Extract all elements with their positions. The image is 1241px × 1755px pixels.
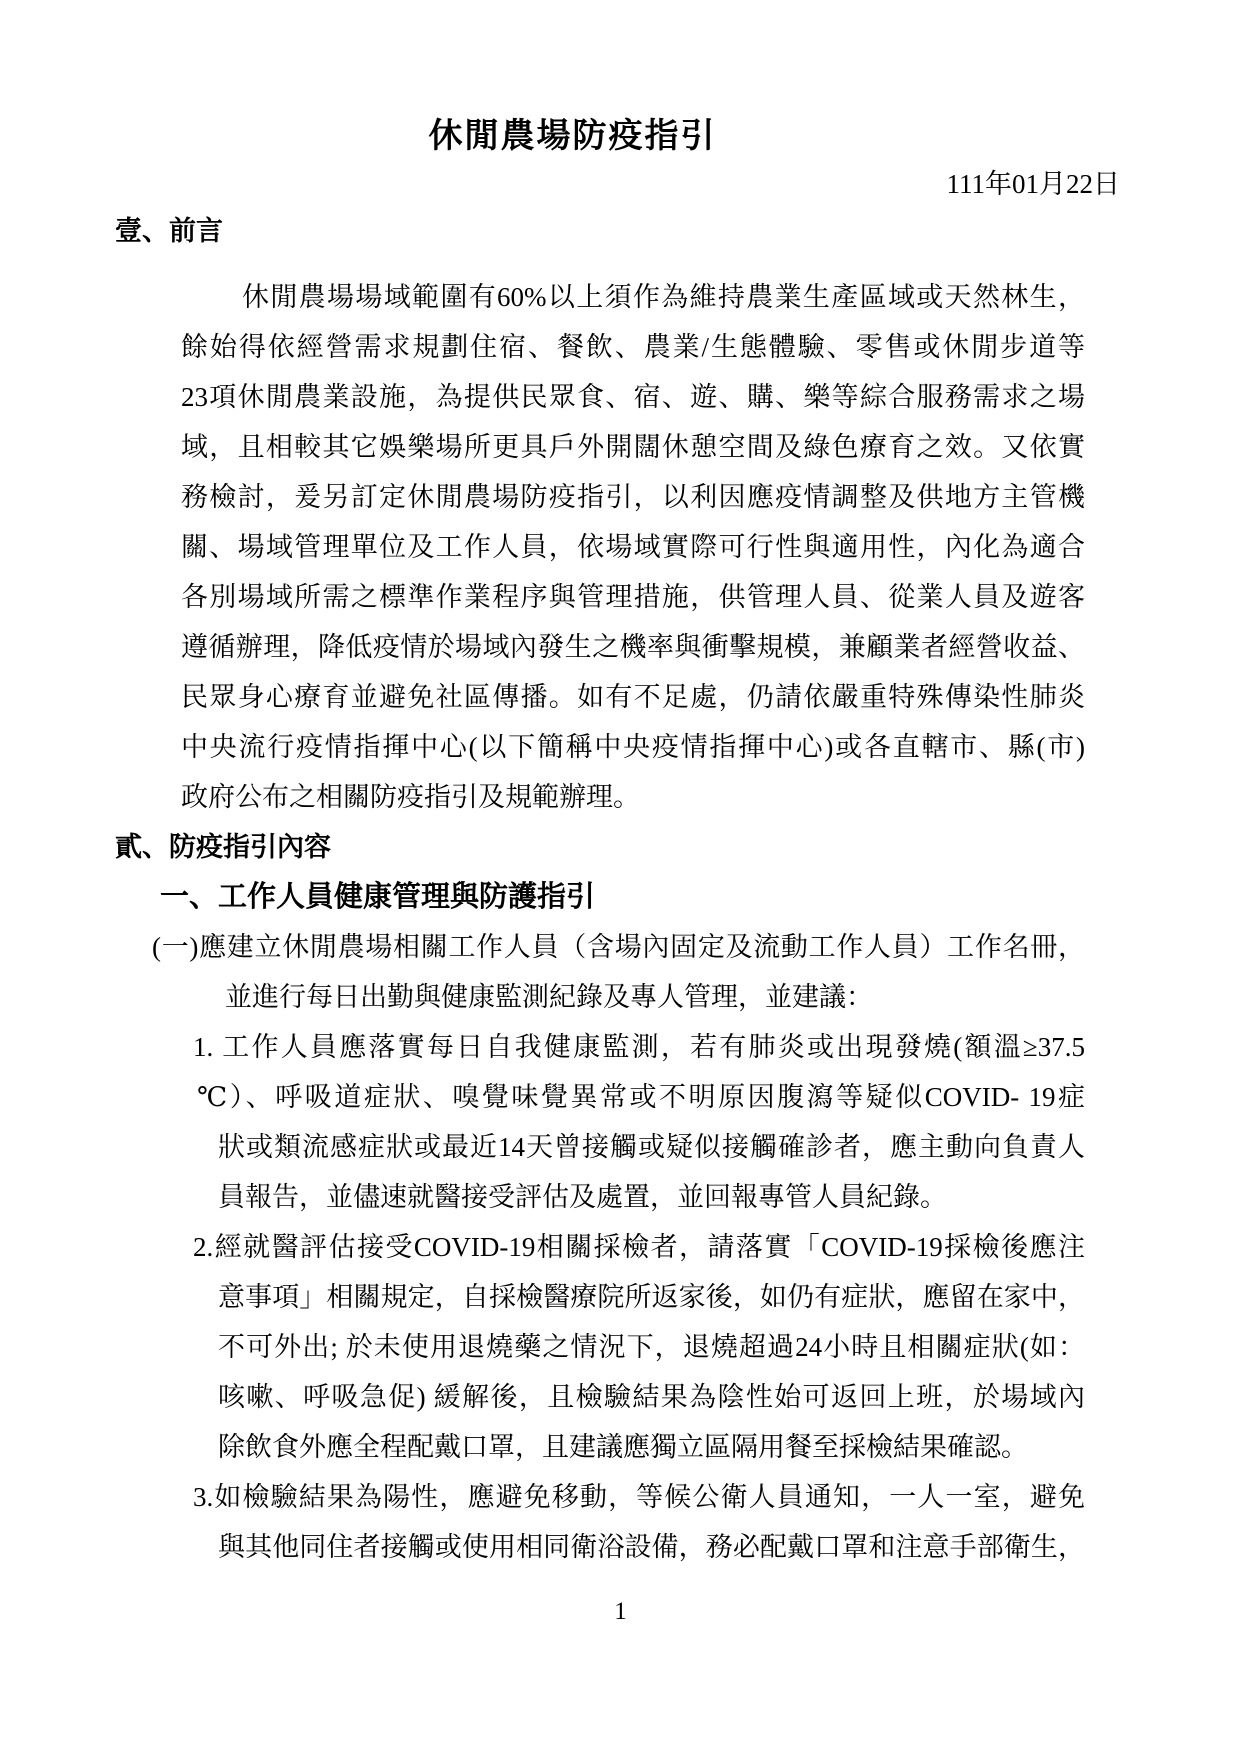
document-line-para-first: 休閒農場場域範圍有60%以上須作為維持農業生產區域或天然林生， xyxy=(242,282,1085,312)
document-line-num-cont: 與其他同住者接觸或使用相同衛浴設備，務必配戴口罩和注意手部衛生， xyxy=(218,1532,1085,1562)
document-line-para-cont: 中央流行疫情指揮中心(以下簡稱中央疫情指揮中心)或各直轄市、縣(市) xyxy=(181,732,1085,762)
document-line-section-heading: 貳、防疫指引內容 xyxy=(115,832,331,862)
document-line-para-cont: 餘始得依經營需求規劃住宿、餐飲、農業/生態體驗、零售或休閒步道等 xyxy=(181,332,1086,362)
document-line-para-cont: 關、場域管理單位及工作人員，依場域實際可行性與適用性，內化為適合 xyxy=(181,532,1085,562)
document-line-num-cont: 意事項」相關規定，自採檢醫療院所返家後，如仍有症狀，應留在家中， xyxy=(218,1282,1085,1312)
document-body xyxy=(0,206,1241,1572)
document-title: 休閒農場防疫指引 xyxy=(428,118,717,155)
document-line-num-cont: 員報告，並儘速就醫接受評估及處置，並回報專管人員紀錄。 xyxy=(218,1182,947,1212)
page-number: 1 xyxy=(614,1598,627,1625)
document-line-para-cont: 民眾身心療育並避免社區傳播。如有不足處，仍請依嚴重特殊傳染性肺炎 xyxy=(181,682,1085,712)
document-line-num-first: 2.經就醫評估接受COVID-19相關採檢者，請落實「COVID-19採檢後應注 xyxy=(193,1232,1085,1262)
document-line-section-heading: 壹、前言 xyxy=(115,216,223,246)
document-line-para-cont: 政府公布之相關防疫指引及規範辦理。 xyxy=(181,782,640,812)
document-line-num-cont: 狀或類流感症狀或最近14天曾接觸或疑似接觸確診者，應主動向負責人 xyxy=(218,1132,1085,1162)
document-line-num-cont: 除飲食外應全程配戴口罩，且建議應獨立區隔用餐至採檢結果確認。 xyxy=(218,1432,1028,1462)
document-line-para-cont: 遵循辦理，降低疫情於場域內發生之機率與衝擊規模，兼顧業者經營收益、 xyxy=(181,632,1085,662)
document-date: 111年01月22日 xyxy=(946,169,1120,199)
document-line-num-cont: 咳嗽、呼吸急促) 緩解後，且檢驗結果為陰性始可返回上班，於場域內 xyxy=(218,1382,1085,1412)
document-line-num-first: 1. 工作人員應落實每日自我健康監測，若有肺炎或出現發燒(額溫≥37.5 xyxy=(193,1032,1085,1062)
document-line-num-cont-symbol: ℃）、呼吸道症狀、嗅覺味覺異常或不明原因腹瀉等疑似COVID- 19症 xyxy=(197,1082,1085,1112)
document-line-item-first: (一)應建立休閒農場相關工作人員（含場內固定及流動工作人員）工作名冊， xyxy=(152,932,1085,962)
document-line-num-cont: 不可外出; 於未使用退燒藥之情況下，退燒超過24小時且相關症狀(如： xyxy=(218,1332,1085,1362)
document-line-para-cont: 23項休閒農業設施，為提供民眾食、宿、遊、購、樂等綜合服務需求之場 xyxy=(181,382,1085,412)
document-line-num-first: 3.如檢驗結果為陽性，應避免移動，等候公衛人員通知，一人一室，避免 xyxy=(193,1482,1085,1512)
document-line-para-cont: 域，且相較其它娛樂場所更具戶外開闊休憩空間及綠色療育之效。又依實 xyxy=(181,432,1085,462)
document-line-para-cont: 務檢討，爰另訂定休閒農場防疫指引，以利因應疫情調整及供地方主管機 xyxy=(181,482,1085,512)
document-line-item-cont: 並進行每日出勤與健康監測紀錄及專人管理，並建議： xyxy=(225,982,873,1012)
document-line-para-cont: 各別場域所需之標準作業程序與管理措施，供管理人員、從業人員及遊客 xyxy=(181,582,1085,612)
document-line-sub-heading: 一、工作人員健康管理與防護指引 xyxy=(160,881,596,913)
